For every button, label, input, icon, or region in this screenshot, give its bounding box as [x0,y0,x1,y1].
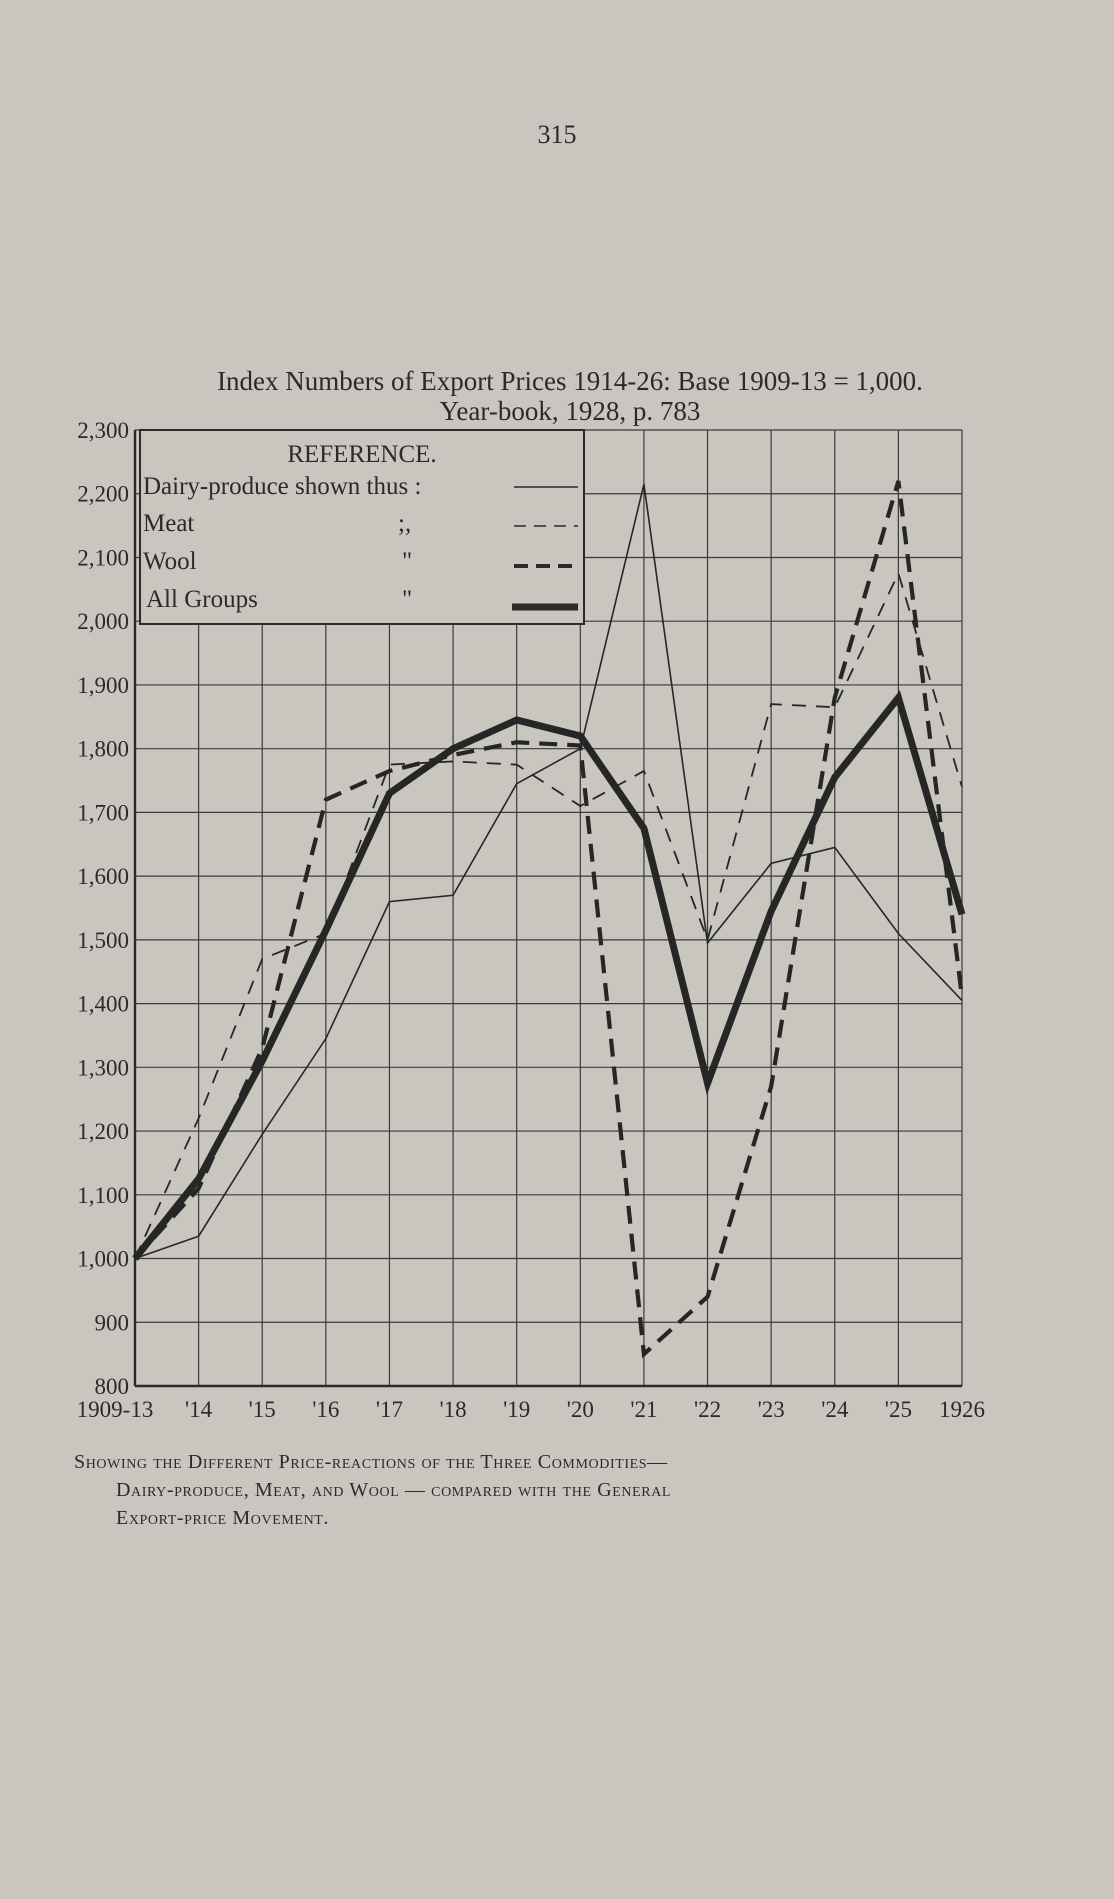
y-tick-label: 1,300 [77,1055,129,1081]
x-tick-label: '21 [630,1397,658,1422]
x-tick-label: '19 [503,1397,531,1422]
legend-heading: REFERENCE. [287,441,437,468]
x-tick-label: '22 [693,1397,722,1422]
series-line-all-groups [135,698,962,1259]
caption-line2: Dairy-produce, Meat, and Wool — compared with the General [116,1479,672,1501]
x-axis-ticks [77,1397,985,1422]
y-tick-label: 2,200 [77,481,129,507]
x-tick-label: '23 [757,1397,785,1422]
y-tick-label: 2,100 [77,545,129,571]
y-tick-label: 1,400 [77,991,129,1017]
x-tick-label: 1926 [939,1397,985,1422]
caption-line1: Showing the Different Price-reactions of the Three Commodities— [74,1451,668,1473]
series-line-meat [135,573,962,1258]
y-tick-label: 2,000 [77,609,129,635]
y-tick-label: 1,600 [77,864,129,890]
page-number: 315 [537,120,577,149]
x-tick-label: '17 [375,1397,404,1422]
x-tick-label: '25 [884,1397,912,1422]
legend-mark-meat: ;, [398,510,412,537]
legend-label-meat: Meat [143,510,195,537]
legend [140,430,584,624]
x-tick-label: 1909-13 [76,1397,154,1422]
y-tick-label: 1,100 [77,1182,129,1208]
y-axis-ticks [77,418,129,1399]
y-tick-label: 1,800 [77,736,129,762]
y-tick-label: 1,200 [77,1119,129,1145]
y-tick-label: 800 [94,1374,129,1399]
chart-title-line2: Year-book, 1928, p. 783 [439,396,701,426]
legend-mark-wool: " [402,548,413,575]
y-tick-label: 2,300 [77,418,129,443]
x-tick-label: '24 [821,1397,849,1422]
legend-label-wool: Wool [143,548,197,575]
x-tick-label: '16 [312,1397,340,1422]
figure-caption [74,1448,974,1532]
x-tick-label: '15 [248,1397,276,1422]
y-tick-label: 1,000 [77,1246,129,1272]
caption-line3: Export-price Movement. [116,1507,330,1529]
legend-mark-all-groups: " [402,586,413,613]
y-tick-label: 1,700 [77,800,129,826]
x-tick-label: '18 [439,1397,467,1422]
x-tick-label: '14 [185,1397,213,1422]
y-tick-label: 1,900 [77,672,129,698]
legend-label-dairy: Dairy-produce shown thus : [143,473,422,500]
y-tick-label: 1,500 [77,927,129,953]
x-tick-label: '20 [566,1397,594,1422]
chart-title-line1: Index Numbers of Export Prices 1914-26: Base 1909-13 = 1,000. [217,366,923,396]
y-tick-label: 900 [94,1310,129,1336]
legend-label-all-groups: All Groups [146,586,258,613]
